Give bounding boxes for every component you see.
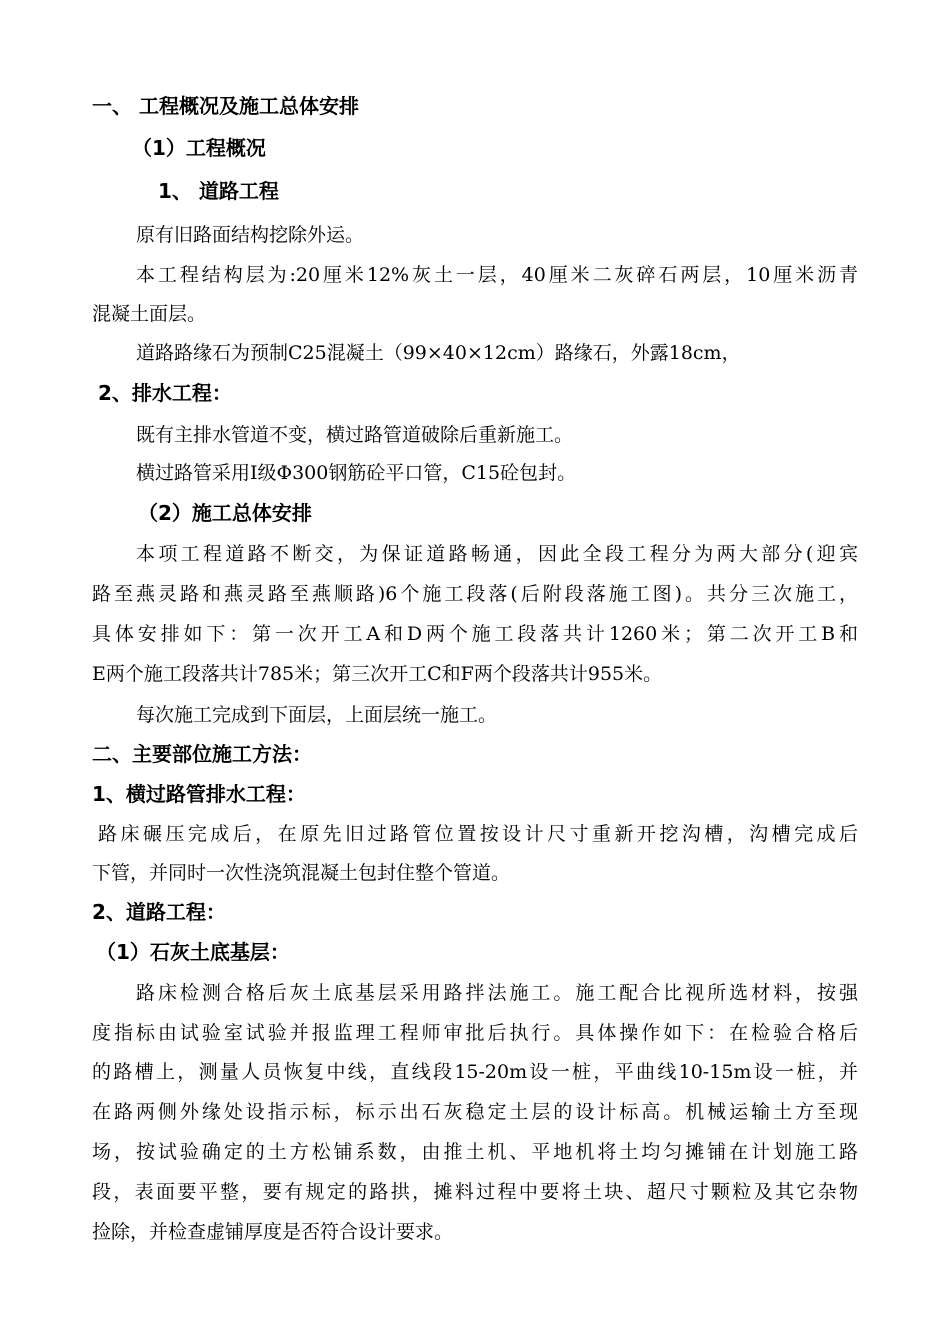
drainage-paragraph-2: 横过路管采用Ⅰ级Φ300钢筋砼平口管，C15砼包封。 [136, 462, 577, 484]
lime-paragraph-line-7: 捡除，并检查虚铺厚度是否符合设计要求。 [92, 1221, 454, 1243]
drainage-paragraph-1: 既有主排水管道不变，横过路管道破除后重新施工。 [136, 424, 574, 446]
lime-paragraph-line-6: 段，表面要平整，要有规定的路拱，摊料过程中要将土块、超尺寸颗粒及其它杂物 [92, 1181, 858, 1203]
subitem-heading-lime-soil: （1）石灰土底基层： [96, 940, 290, 964]
section-heading-2: 二、主要部位施工方法： [92, 742, 312, 766]
item-heading-drainage: 2、排水工程： [98, 381, 232, 405]
plan-paragraph-1-line-1: 本项工程道路不断交，为保证道路畅通，因此全段工程分为两大部分(迎宾 [136, 543, 858, 565]
road-paragraph-1: 原有旧路面结构挖除外运。 [136, 224, 365, 246]
item-heading-road-works: 2、道路工程： [92, 900, 226, 924]
item-heading-road: 1、 道路工程 [158, 179, 279, 203]
road-paragraph-2-line-1: 本工程结构层为:20厘米12%灰土一层，40厘米二灰碎石两层，10厘米沥青 [136, 264, 858, 286]
plan-paragraph-1-line-4: E两个施工段落共计785米；第三次开工C和F两个段落共计955米。 [92, 663, 663, 685]
plan-paragraph-1-line-2: 路至燕灵路和燕灵路至燕顺路)6个施工段落(后附段落施工图)。共分三次施工， [92, 583, 858, 605]
lime-paragraph-line-5: 场，按试验确定的土方松铺系数，由推土机、平地机将土均匀摊铺在计划施工路 [92, 1141, 858, 1163]
lime-paragraph-line-3: 的路槽上，测量人员恢复中线，直线段15-20m设一桩，平曲线10-15m设一桩，并 [92, 1061, 858, 1083]
plan-paragraph-2: 每次施工完成到下面层，上面层统一施工。 [136, 704, 498, 726]
lime-paragraph-line-4: 在路两侧外缘处设指示标，标示出石灰稳定土层的设计标高。机械运输土方至现 [92, 1101, 858, 1123]
road-paragraph-3: 道路路缘石为预制C25混凝土（99×40×12cm）路缘石，外露18cm， [136, 342, 741, 364]
subsection-heading-plan: （2）施工总体安排 [138, 501, 312, 525]
road-paragraph-2-line-2: 混凝土面层。 [92, 303, 207, 325]
lime-paragraph-line-2: 度指标由试验室试验并报监理工程师审批后执行。具体操作如下：在检验合格后 [92, 1022, 858, 1044]
plan-paragraph-1-line-3: 具体安排如下：第一次开工A和D两个施工段落共计1260米；第二次开工B和 [92, 623, 858, 645]
section-heading-1: 一、 工程概况及施工总体安排 [92, 94, 359, 118]
pipe-paragraph-line-2: 下管，并同时一次性浇筑混凝土包封住整个管道。 [92, 862, 511, 884]
pipe-paragraph-line-1: 路床碾压完成后，在原先旧过路管位置按设计尺寸重新开挖沟槽，沟槽完成后 [98, 823, 858, 845]
subsection-heading-overview: （1）工程概况 [132, 136, 266, 160]
lime-paragraph-line-1: 路床检测合格后灰土底基层采用路拌法施工。施工配合比视所选材料，按强 [136, 982, 858, 1004]
item-heading-pipe: 1、横过路管排水工程： [92, 782, 306, 806]
